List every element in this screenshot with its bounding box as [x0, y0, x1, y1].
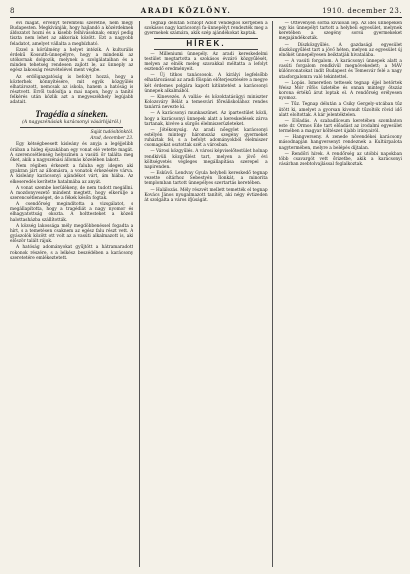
paragraph: — Rendőri hírek. A rendőrség az utóbbi napokban több csavargót vett őrizetbe, akik a karácsonyi vásárban zsebtolvajlással foglalkoztak. — [278, 151, 402, 168]
paragraph: Tegnap délután Schlöpf Adolf vendéglős kertjében a szokásos nagy karácsonyi fa-ünnepélyt rendezték meg a gyermekek számára, akik szép ajándékokat kaptak. — [144, 21, 268, 37]
paragraph: — Lopás. Ismeretlen tettesek tegnap éjjel betörtek Weisz Mór rőfös üzletébe és onnan mintegy ötszáz korona értékű árut loptak el. A rendőrség erélyesen nyomoz. — [278, 80, 402, 102]
paragraph: — Új titkos tanácsosok. A királyi legfelsőbb elhatározással az aradi főispán előterjesztésére a megye két érdemes polgára kapott kitüntetést a karácsonyi ünnepek alkalmából. — [144, 73, 268, 94]
paragraph: — Hangverseny. A zenede növendékei karácsony másodnapján hangversenyt rendeznek a Kultúrpalota nagytermében, melyre a belépés díjtalan. — [278, 135, 402, 151]
issue-date: 1910. december 23. — [322, 7, 402, 15]
paragraph: Nem régiben érkezett a faluba egy idegen aki gyakran járt az állomásra, a vonatok érkezésére várva. A kisleány karácsonyi ajándékot várt, ám hiába. Az elkeseredés kerítette hatalmába az anyát. — [10, 164, 134, 185]
section-title: HÍREK. — [186, 39, 226, 49]
paragraph: — Előadás. A szabadlíceum keretében szombaton este dr. Ormos Ede tart előadást az irodalmi egyesület termében a magyar költészet újabb irányairól. — [278, 118, 402, 135]
paragraph: A hatóság adományokat gyűjtött a hátramaradott rokonok részére, s a lelkész beszédében a karácsony szeretetére emlékeztetett. — [10, 245, 134, 261]
paragraph: — Öttevényen sorba kiválóan lép. Az idei ünnepeken egy kis ünnepélyt tartott a helybeli egyesület, melynek keretében a szegény sorsú gyermekeket megajándékozták. — [278, 21, 402, 42]
article-byline: Saját tudósítónktól. — [90, 130, 134, 136]
paragraph: — A vasúti forgalom. A karácsonyi ünnepek alatt a vasúti forgalom rendkívül megnövekedett; a MÁV különvonatokat indít Budapest és Temesvár felé a nagy utasforgalomra való tekintettel. — [278, 59, 402, 80]
paragraph: A vonat szembe kerülékeny, de nem tudott megállni. A mozdonyvezető mindent megtett, hogy elkerülje a szerencsétlenséget, de a fékek későn fogtak. — [10, 185, 134, 201]
paragraph: A község lakossága mély megdöbbenéssel fogadta a hírt, s a temetésen csaknem az egész falu részt vett. A gyászolók között ott volt az a vasúti alkalmazott is, aki először talált rájuk. — [10, 223, 134, 245]
paragraph: évi magát, érvényt teremteni szeretne, nem mégy Budapesten. Megkívánják, hogy hajlandó a közérdeknek áldozatot hozni és a kisebb felhívásoknak; ennyi pedig tiszta nem lehet az akkoriak között. Ezt a nagyobb feladatot, amelyet vállalta a megbízható. — [10, 21, 134, 47]
paragraph: — Kinevezés. A vallás- és közoktatásügyi miniszter Kolozsváry Bélát a temesvári főreáliskolához rendes tanárrá nevezte ki. — [144, 94, 268, 111]
page-header — [10, 6, 402, 18]
divider — [20, 127, 123, 128]
newspaper-title: ARADI KÖZLÖNY. — [140, 6, 232, 15]
newspaper-page — [10, 6, 402, 568]
page-number: 8 — [10, 7, 15, 15]
paragraph: — Halálozás. Mély részvét mellett temették el tegnap Kovács János nyugalmazott tanítót, aki négy évtizeden át szolgálta a város ifjúságát. — [144, 187, 268, 203]
columns — [10, 21, 402, 567]
article-subheadline: (A nagyszénásiak karácsonyi vásárlójáról.) — [22, 119, 122, 125]
column-right — [279, 21, 402, 567]
paragraph: — Jótékonyság. Az aradi nőegylet karácsonyi estélyén mintegy háromszáz szegény gyermeket ruháztak fel, s a befolyt adományokból élelmiszer csomagokat osztottak szét a városban. — [144, 127, 268, 149]
paragraph: — Esküvő. Lendvay Gyula helybeli kereskedő tegnap vezette oltárhoz Sebestyén Ilonkát, a minorita templomban tartott ünnepélyes szertartás keretében. — [144, 171, 268, 187]
paragraph: Ezzel a körülmény a helyet intézik. A kulturális érdekű Kossuth-ünnepélyre, hogy a mindenki az utókornak dolgozik, melynek a szolgálataiban és a minden tehetség rendesen zajlott le, az ünneply az egész lakosság részvételével ment végbe. — [10, 47, 134, 74]
paragraph: — Díszközgyűlés. A gazdasági egyesület díszközgyűlést tart a jövő héten, melyen az egyesület új elnökét ünnepélyesen beiktatják hivatalába. — [278, 42, 402, 58]
paragraph: — Tűz. Tegnap délután a Csiky Gergely-utcában tűz ütött ki, amelyet a gyorsan kivonult tűzoltók rövid idő alatt eloltottak. A kár jelentéktelen. — [278, 102, 402, 118]
paragraph: Az erdőigazgatóság is befolyt hozzá, hogy a közterhek könnyítésére, mit egyik közgyűlés elhatározott, nemcsak az iskola, hanem a hatóság is résztvett. Erről tudósítja a mai napon, hogy a tanító felkérés után közlik azt a megyeszékhely legújabb adatait. — [10, 74, 134, 106]
divider — [154, 49, 257, 50]
article-dateline: Arad, december 23. — [90, 136, 134, 142]
article-headline: Tragédia a síneken. — [35, 108, 109, 119]
paragraph: — Milleniumi ünnepély. Az aradi kereskedelmi testület megtartotta a szokásos évzáró közgyűlését, melyen az elnök meleg szavakkal méltatta a lefolyt esztendő eredményeit. — [144, 51, 268, 73]
column-left — [10, 21, 133, 567]
paragraph: A csendőrség megindította a vizsgálatot, s megállapította, hogy a tragédiát a nagy nyomor és elhagyatottság okozta. A holttesteket a közeli halottasházba szállították. — [10, 202, 134, 223]
paragraph: Egy kétségbeesett kisleány és anyja a legéjjelibb órában a hideg éjszakában egy vonat elé vetette magát. A szerencsétlenség helyszínén a vasúti őr találta meg őket, akik a nagyszénási állomás közelében lakott. — [10, 142, 134, 163]
column-middle — [139, 21, 272, 567]
paragraph: — Városi közgyűlés. A városi képviselőtestület holnap rendkívüli közgyűlést tart, melyen a jövő évi költségvetés végleges megállapítása szerepel a napirenden. — [144, 149, 268, 170]
paragraph: — A karácsonyi munkaszünet. Az ipartestület közli, hogy a karácsonyi ünnepek alatt a kereskedések zárva tartanak, kivéve a sürgős élelmiszerüzleteket. — [144, 111, 268, 127]
